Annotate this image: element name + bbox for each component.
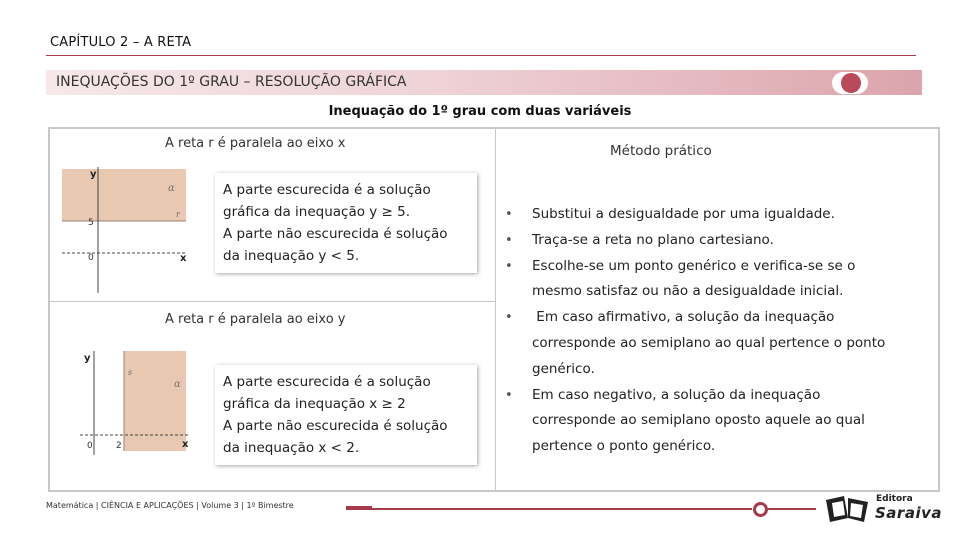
x-axis-label: x — [182, 439, 189, 450]
origin-label: 0 — [88, 253, 94, 263]
method-list — [505, 202, 925, 460]
section-bar — [46, 70, 922, 95]
explanation-line: A parte não escurecida é solução — [223, 226, 448, 242]
list-item — [505, 305, 925, 382]
list-item — [505, 383, 925, 460]
graph-x-ge-2 — [78, 347, 198, 459]
list-item — [505, 228, 925, 254]
list-item-line: Traça-se a reta no plano cartesiano. — [532, 231, 774, 248]
x-axis-label: x — [180, 253, 187, 264]
chapter-title: CAPÍTULO 2 – A RETA — [50, 35, 192, 50]
graph-y-ge-5 — [60, 165, 195, 295]
logo-small-text: Editora — [876, 494, 913, 504]
explanation-line: A parte escurecida é a solução — [223, 182, 431, 198]
cell-heading-y: A reta r é paralela ao eixo y — [165, 312, 346, 327]
footer-text: Matemática | CIÊNCIA E APLICAÇÕES | Volume 3 | 1º Bimestre — [46, 501, 294, 510]
logo-big-text: Saraiva — [875, 504, 942, 522]
explanation-line: A parte não escurecida é solução — [223, 418, 448, 434]
cell-heading-x: A reta r é paralela ao eixo x — [165, 136, 346, 151]
list-item-line: corresponde ao semiplano ao qual pertence o ponto — [532, 334, 886, 351]
column-divider — [495, 129, 496, 490]
tick-label: 5 — [88, 218, 94, 228]
explanation-line: da inequação x < 2. — [223, 440, 360, 456]
method-title: Método prático — [610, 143, 712, 159]
footer-rule-end — [768, 508, 816, 510]
row-divider — [50, 301, 495, 302]
section-title: INEQUAÇÕES DO 1º GRAU – RESOLUÇÃO GRÁFICA — [56, 74, 407, 90]
bullet-icon: • — [505, 258, 513, 274]
list-item-line: corresponde ao semiplano oposto aquele ao qual — [532, 412, 865, 429]
explanation-line: A parte escurecida é a solução — [223, 374, 431, 390]
line-label: r — [176, 210, 180, 219]
explanation-box-top — [215, 173, 477, 273]
region-label: α — [174, 379, 181, 390]
explanation-line: gráfica da inequação x ≥ 2 — [223, 396, 406, 412]
bullet-icon: • — [505, 310, 513, 326]
footer-rule-accent — [346, 506, 372, 510]
shaded-region — [62, 169, 186, 221]
list-item-line: Substitui a desigualdade por uma igualdade. — [532, 206, 835, 222]
decorative-circle-icon — [832, 72, 868, 94]
origin-label: 0 — [87, 441, 93, 451]
bullet-icon: • — [505, 232, 513, 248]
region-label: α — [168, 183, 175, 194]
list-item — [505, 202, 925, 228]
list-item-line: Em caso afirmativo, a solução da inequação — [532, 309, 835, 326]
list-item — [505, 254, 925, 306]
footer-rule — [346, 508, 752, 510]
explanation-box-bottom — [215, 365, 477, 465]
book-icon — [824, 494, 872, 524]
bullet-icon: • — [505, 387, 513, 403]
shaded-region — [124, 351, 186, 451]
footer-circle-icon — [753, 502, 768, 517]
explanation-line: da inequação y < 5. — [223, 248, 360, 264]
list-item-line: mesmo satisfaz ou não a desigualdade inicial. — [532, 283, 844, 300]
list-item-line: Escolhe-se um ponto genérico e verifica-se se o — [532, 257, 856, 274]
y-axis-label: y — [84, 353, 91, 364]
line-label: s — [128, 368, 133, 377]
tick-label: 2 — [116, 441, 122, 451]
list-item-line: genérico. — [532, 360, 595, 377]
y-axis-label: y — [90, 169, 97, 180]
list-item-line: Em caso negativo, a solução da inequação — [532, 386, 821, 403]
bullet-icon: • — [505, 207, 513, 222]
chapter-rule — [46, 55, 916, 56]
slide-subtitle: Inequação do 1º grau com duas variáveis — [328, 104, 632, 119]
explanation-line: gráfica da inequação y ≥ 5. — [223, 204, 411, 220]
list-item-line: pertence o ponto genérico. — [532, 438, 716, 455]
publisher-logo — [822, 492, 942, 524]
